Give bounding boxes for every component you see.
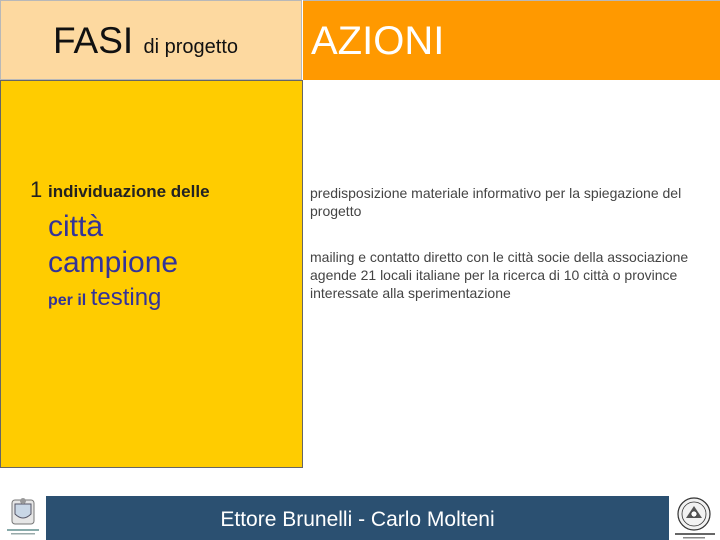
phase-number: 1 — [30, 177, 43, 202]
university-seal-icon — [669, 496, 720, 540]
phase-line-4-small: per il — [48, 292, 87, 309]
phase-line-4-large: testing — [90, 284, 162, 311]
universita-genova-logo — [669, 496, 720, 540]
phase-line-4 — [48, 284, 161, 312]
phase-line-1: individuazione delle — [48, 182, 210, 201]
phases-title-main: FASI — [53, 20, 134, 61]
comune-genova-logo — [0, 496, 46, 540]
actions-title: AZIONI — [311, 19, 445, 63]
phases-header — [0, 0, 302, 80]
footer-authors: Ettore Brunelli - Carlo Molteni — [220, 508, 495, 531]
action-item: mailing e contatto diretto con le città socie della associazione agende 21 locali italiane per la ricerca di 10 città o province interessate alla sperimentazione — [310, 249, 689, 301]
action-item: predisposizione materiale informativo per la spiegazione del progetto — [310, 185, 682, 219]
phases-title-sub: di progetto — [143, 36, 238, 58]
actions-header — [303, 0, 720, 80]
footer-bar — [46, 496, 669, 540]
crest-icon — [0, 496, 46, 540]
phase-line-2: città — [48, 210, 104, 243]
phases-title — [53, 21, 238, 67]
phase-line-3: campione — [48, 246, 179, 279]
